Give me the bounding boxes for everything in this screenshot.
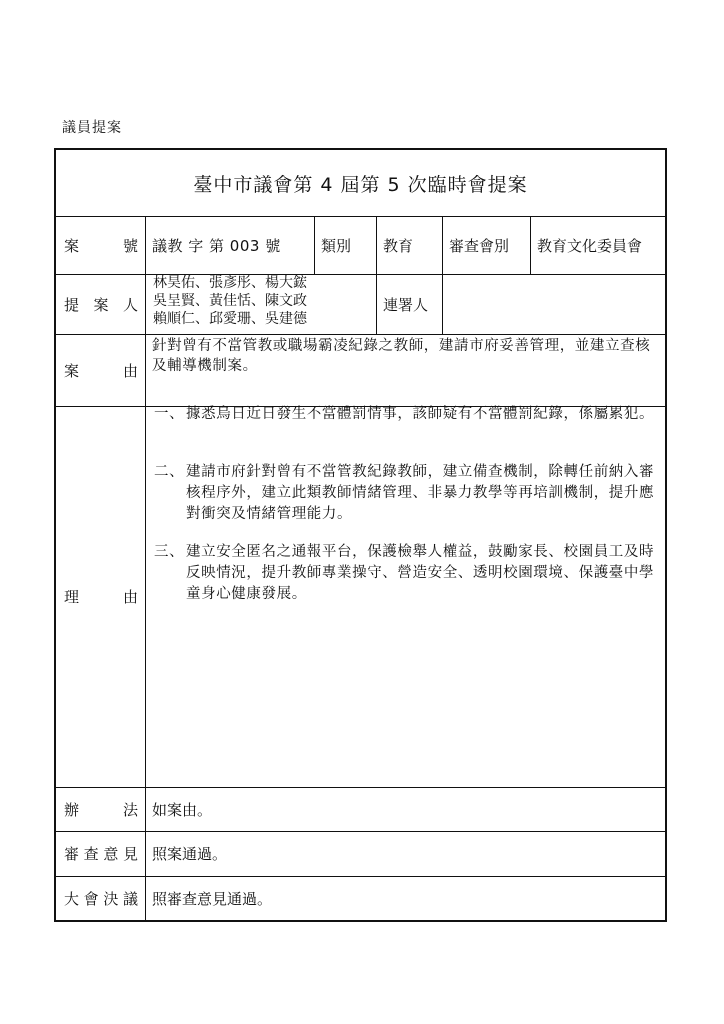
row-divider	[56, 334, 665, 335]
proposer-label: 提 案 人	[64, 295, 138, 314]
category-label: 類別	[321, 236, 352, 255]
reason-text: 建立安全匿名之通報平台，保護檢舉人權益，鼓勵家長、校園員工及時反映情況，提升教師專業操守、營造安全、透明校園環境、保護臺中學童身心健康發展。	[186, 544, 655, 602]
method-label: 辦 法	[64, 800, 138, 819]
review-label: 審 查 意 見	[64, 845, 138, 863]
case-number-value: 議教 字 第 003 號	[152, 236, 281, 255]
proposer-line: 賴順仁、邱愛珊、吳建德	[153, 311, 307, 327]
proposer-line: 吳呈賢、黃佳恬、陳文政	[153, 293, 307, 309]
reason-number: 三、	[154, 544, 185, 560]
cosigner-value	[442, 274, 665, 334]
reasons-label: 理 由	[64, 588, 138, 606]
cosigner-label: 連署人	[383, 295, 429, 314]
committee-label: 審查會別	[449, 236, 510, 255]
proposer-names	[153, 274, 307, 328]
review-value: 照案通過。	[152, 845, 228, 863]
reason-number: 二、	[154, 464, 185, 480]
proposal-form	[54, 148, 667, 922]
reason-text: 據悉烏日近日發生不當體罰情事，該師疑有不當體罰紀錄，係屬累犯。	[186, 406, 655, 422]
reason-number: 一、	[154, 406, 185, 422]
committee-value: 教育文化委員會	[537, 236, 643, 255]
subject-label: 案 由	[64, 361, 138, 380]
subject-text: 針對曾有不當管教或職場霸凌紀錄之教師，建請市府妥善管理，並建立查核及輔導機制案。	[152, 338, 651, 374]
reason-text: 建請市府針對曾有不當管教紀錄教師，建立備查機制，除轉任前納入審核程序外，建立此類教師情緒管理、非暴力教學等再培訓機制，提升應對衝突及情緒管理能力。	[186, 464, 655, 522]
reason-item	[154, 542, 666, 605]
reason-item	[154, 404, 666, 425]
resolution-label: 大 會 決 議	[64, 889, 138, 908]
case-number-label: 案 號	[64, 236, 138, 255]
method-value: 如案由。	[152, 800, 213, 819]
resolution-value: 照審查意見通過。	[152, 889, 273, 908]
document-type-label: 議員提案	[62, 120, 122, 136]
category-value: 教育	[383, 236, 414, 255]
proposer-line: 林昊佑、張彥彤、楊大鋐	[153, 275, 307, 291]
form-title: 臺中市議會第 4 屆第 5 次臨時會提案	[193, 173, 528, 196]
reason-item	[154, 462, 666, 525]
